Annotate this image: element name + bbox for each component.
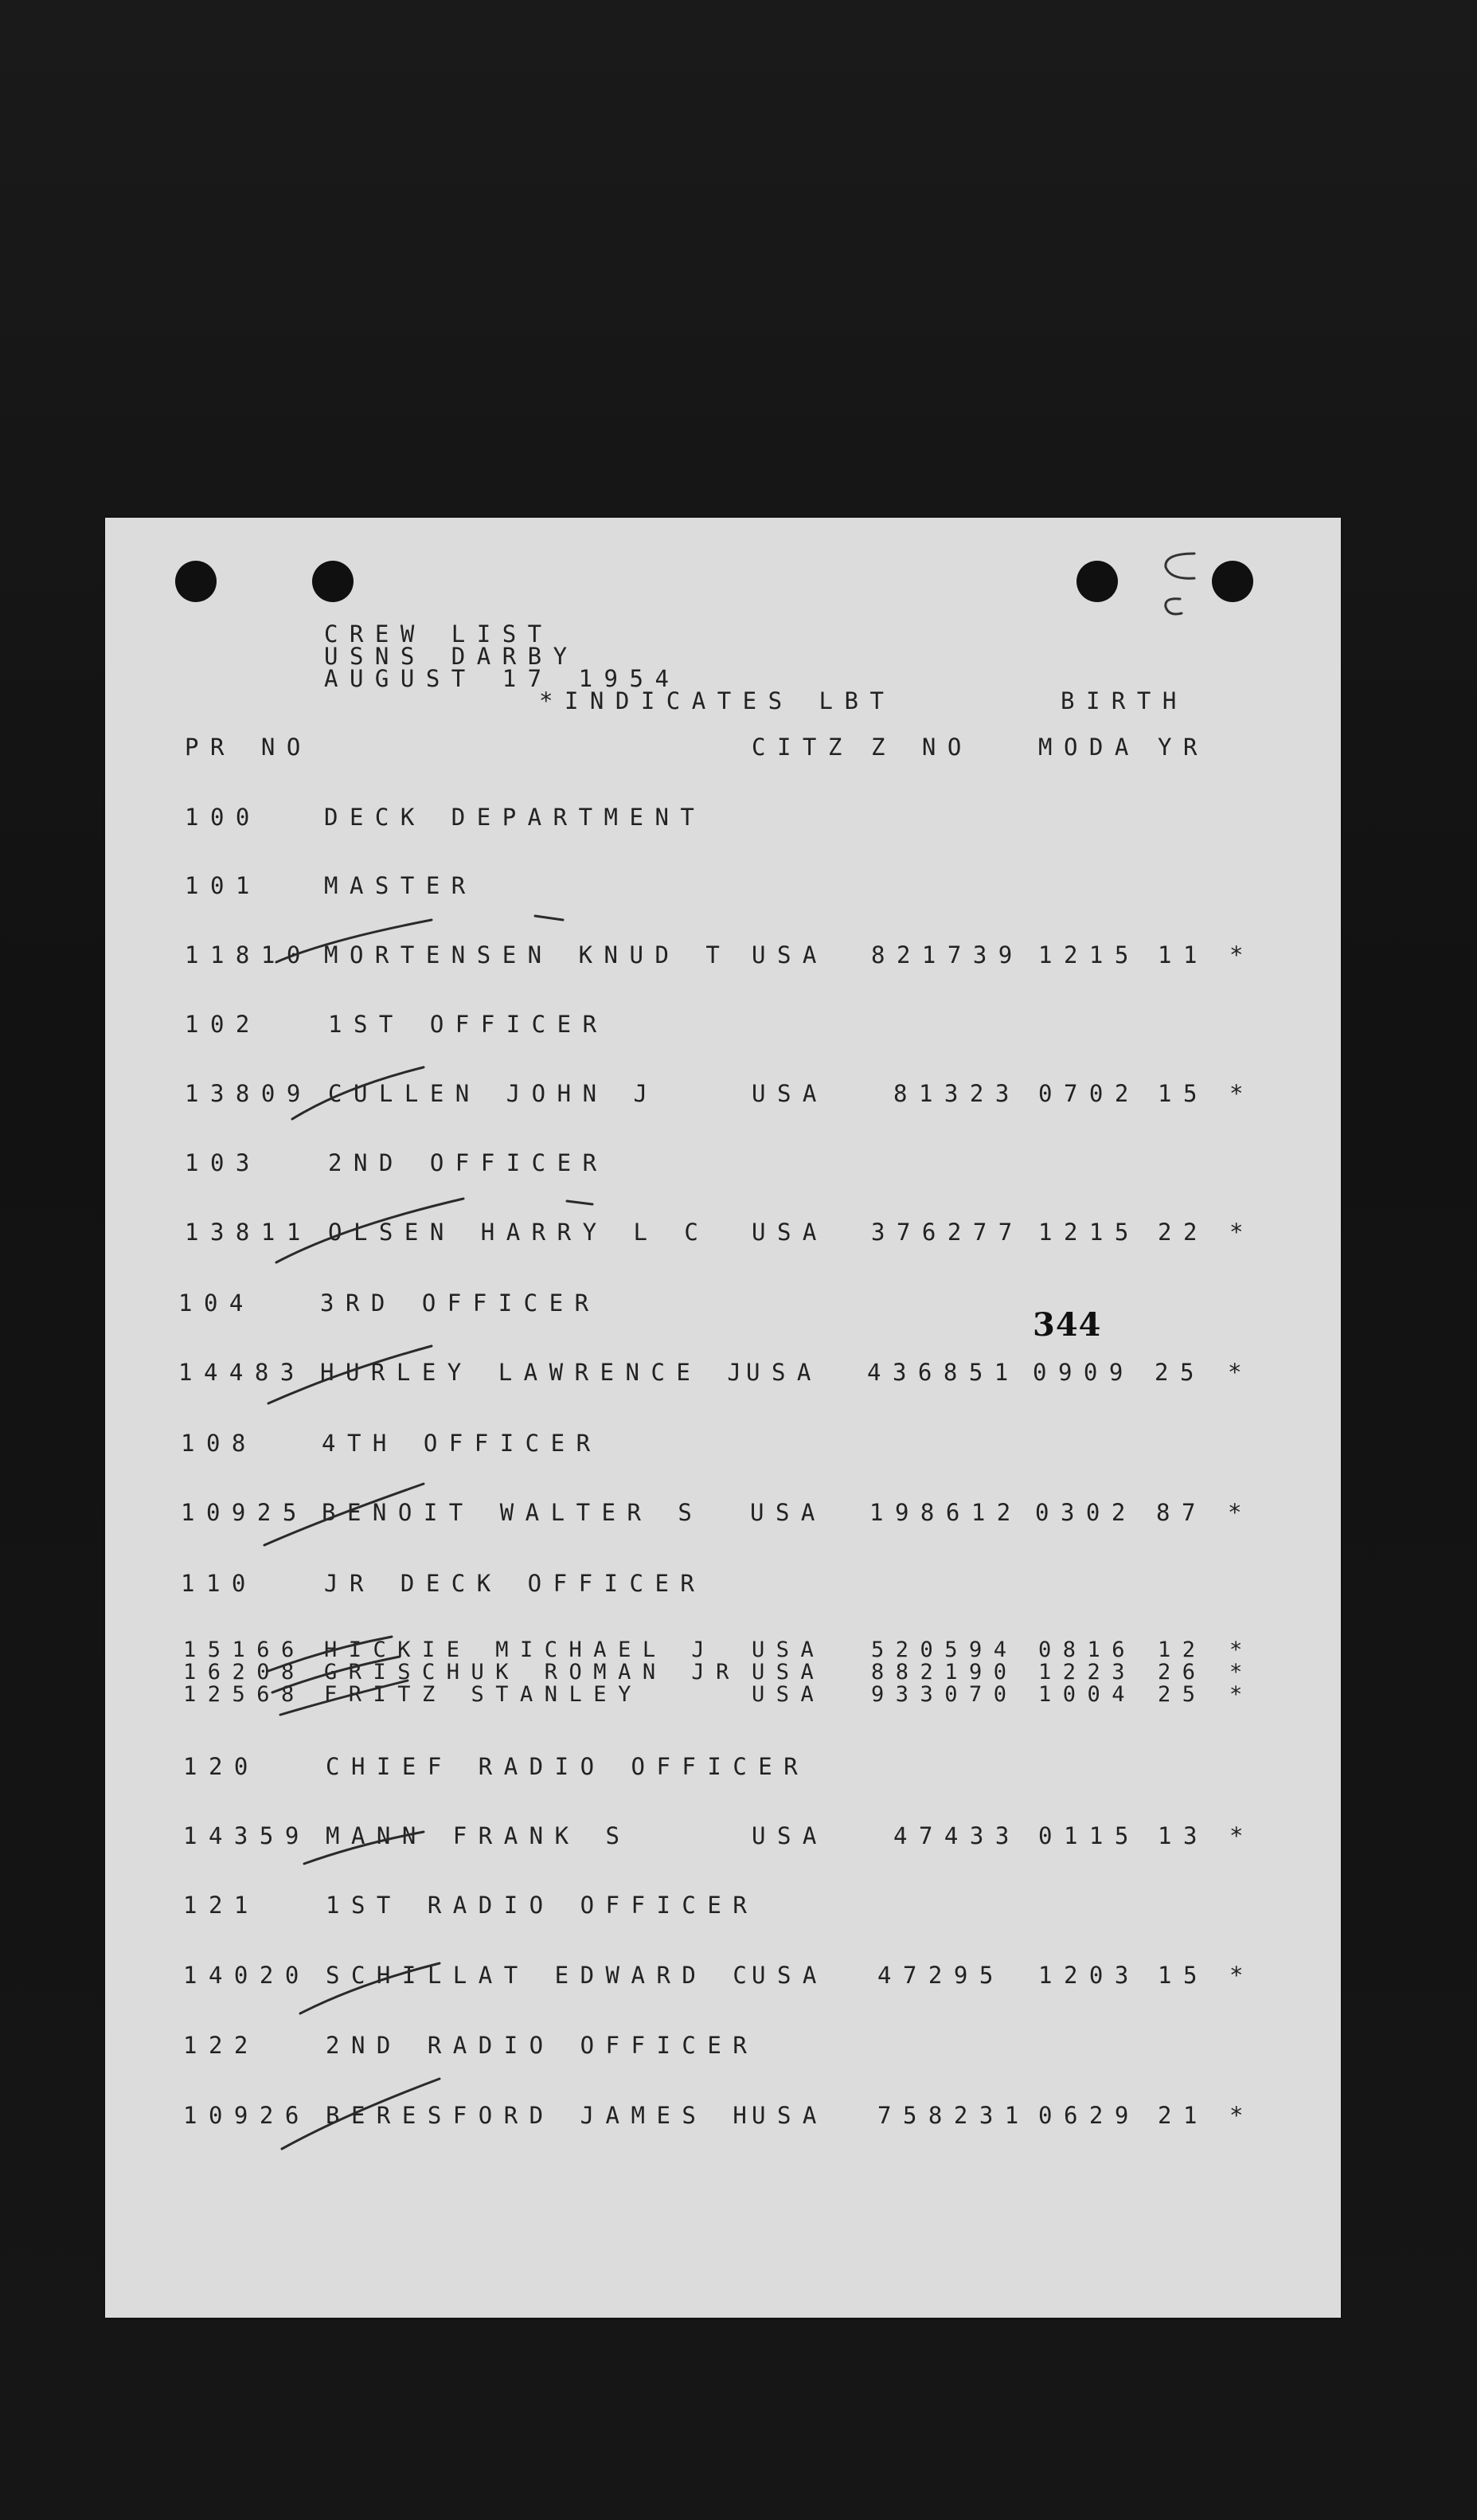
section-code: 102 xyxy=(185,1011,261,1038)
birth-yr: 22 xyxy=(1158,1219,1209,1246)
section-code: 122 xyxy=(183,2032,260,2059)
document-title: CREW LIST xyxy=(324,620,553,648)
birth-yr: 12 xyxy=(1158,1638,1207,1662)
section-code: 108 xyxy=(181,1430,257,1457)
birth-yr: 13 xyxy=(1158,1822,1209,1849)
z-number: 436851 xyxy=(867,1359,1020,1386)
birth-moda: 0909 xyxy=(1033,1359,1135,1386)
section-title: 1ST OFFICER xyxy=(328,1011,608,1038)
citizenship: USA xyxy=(752,1638,826,1662)
department-code: 100 xyxy=(185,804,261,831)
pr-number: 15166 xyxy=(183,1638,306,1662)
section-code: 110 xyxy=(181,1570,257,1597)
z-number: 821739 xyxy=(871,941,1024,968)
crew-name: HICKIE MICHAEL J xyxy=(324,1638,717,1662)
pr-number: 10925 xyxy=(181,1499,308,1526)
crew-name: HURLEY LAWRENCE J xyxy=(320,1359,753,1386)
lbt-mark: * xyxy=(1229,2102,1255,2129)
crew-name: MORTENSEN KNUD T xyxy=(324,941,732,968)
citizenship: USA xyxy=(752,2102,828,2129)
citizenship: USA xyxy=(752,941,828,968)
lbt-mark: * xyxy=(1229,1822,1255,1849)
section-code: 121 xyxy=(183,1892,260,1919)
crew-name: OLSEN HARRY L C xyxy=(328,1219,710,1246)
section-title: 2ND RADIO OFFICER xyxy=(326,2032,759,2059)
section-title: 4TH OFFICER xyxy=(322,1430,602,1457)
birth-moda: 0302 xyxy=(1035,1499,1137,1526)
page-number-stamp: 344 xyxy=(1033,1306,1102,1344)
birth-moda: 0115 xyxy=(1038,1822,1140,1849)
section-code: 101 xyxy=(185,872,261,899)
birth-yr: 25 xyxy=(1155,1359,1205,1386)
pr-number: 14020 xyxy=(183,1962,311,1989)
section-title: 3RD OFFICER xyxy=(320,1289,600,1317)
crew-name: BENOIT WALTER S xyxy=(322,1499,704,1526)
z-number: 198612 xyxy=(869,1499,1022,1526)
z-number: 47433 xyxy=(893,1822,1021,1849)
z-number: 882190 xyxy=(871,1660,1018,1685)
birth-moda: 1004 xyxy=(1038,1682,1137,1707)
col-yr: YR xyxy=(1158,734,1209,761)
department-name: DECK DEPARTMENT xyxy=(324,804,706,831)
citizenship: USA xyxy=(752,1660,826,1685)
birth-yr: 11 xyxy=(1158,941,1209,968)
vessel-name: USNS DARBY xyxy=(324,643,579,670)
citizenship: USA xyxy=(752,1682,826,1707)
crew-name: CULLEN JOHN J xyxy=(328,1080,659,1107)
lbt-mark: * xyxy=(1228,1499,1253,1526)
birth-yr: 21 xyxy=(1158,2102,1209,2129)
list-date: AUGUST 17 1954 xyxy=(324,665,681,692)
birth-moda: 0816 xyxy=(1038,1638,1137,1662)
col-z-no: Z NO xyxy=(871,734,973,761)
lbt-mark: * xyxy=(1229,1962,1255,1989)
birth-heading: BIRTH xyxy=(1061,687,1188,714)
citizenship: USA xyxy=(752,1219,828,1246)
lbt-mark: * xyxy=(1229,1682,1254,1707)
birth-moda: 0702 xyxy=(1038,1080,1140,1107)
z-number: 81323 xyxy=(893,1080,1021,1107)
section-code: 120 xyxy=(183,1753,260,1780)
lbt-mark: * xyxy=(1228,1359,1253,1386)
citizenship: USA xyxy=(752,1962,828,1989)
citizenship: USA xyxy=(752,1822,828,1849)
birth-moda: 1203 xyxy=(1038,1962,1140,1989)
section-title: 2ND OFFICER xyxy=(328,1149,608,1176)
lbt-mark: * xyxy=(1229,941,1255,968)
z-number: 376277 xyxy=(871,1219,1024,1246)
birth-moda: 1215 xyxy=(1038,941,1140,968)
handwritten-letter-c xyxy=(1166,554,1194,578)
col-citz: CITZ xyxy=(752,734,854,761)
birth-moda: 1215 xyxy=(1038,1219,1140,1246)
z-number: 758231 xyxy=(877,2102,1030,2129)
z-number: 933070 xyxy=(871,1682,1018,1707)
pr-number: 10926 xyxy=(183,2102,311,2129)
crew-name: SCHILLAT EDWARD C xyxy=(326,1962,759,1989)
z-number: 47295 xyxy=(877,1962,1005,1989)
birth-yr: 15 xyxy=(1158,1962,1209,1989)
crew-name: MANN FRANK S xyxy=(326,1822,631,1849)
citizenship: USA xyxy=(750,1499,826,1526)
section-code: 103 xyxy=(185,1149,261,1176)
section-code: 104 xyxy=(178,1289,255,1317)
section-title: JR DECK OFFICER xyxy=(324,1570,706,1597)
birth-yr: 25 xyxy=(1158,1682,1207,1707)
lbt-mark: * xyxy=(1229,1638,1254,1662)
col-pr-no: PR NO xyxy=(185,734,312,761)
section-title: 1ST RADIO OFFICER xyxy=(326,1892,759,1919)
crew-list-page xyxy=(105,518,1341,2318)
handwritten-check-marks xyxy=(105,518,1341,2318)
z-number: 520594 xyxy=(871,1638,1018,1662)
pr-number: 13811 xyxy=(185,1219,312,1246)
col-moda: MODA xyxy=(1038,734,1140,761)
birth-moda: 0629 xyxy=(1038,2102,1140,2129)
birth-yr: 87 xyxy=(1156,1499,1207,1526)
pr-number: 16208 xyxy=(183,1660,306,1685)
birth-yr: 15 xyxy=(1158,1080,1209,1107)
crew-name: FRITZ STANLEY xyxy=(324,1682,643,1707)
lbt-mark: * xyxy=(1229,1660,1254,1685)
pr-number: 14483 xyxy=(178,1359,306,1386)
crew-name: BERESFORD JAMES H xyxy=(326,2102,759,2129)
lbt-legend: *INDICATES LBT xyxy=(539,687,896,714)
lbt-mark: * xyxy=(1229,1219,1255,1246)
section-title: CHIEF RADIO OFFICER xyxy=(326,1753,810,1780)
citizenship: USA xyxy=(746,1359,823,1386)
lbt-mark: * xyxy=(1229,1080,1255,1107)
section-title: MASTER xyxy=(324,872,477,899)
pr-number: 14359 xyxy=(183,1822,311,1849)
birth-yr: 26 xyxy=(1158,1660,1207,1685)
pr-number: 12568 xyxy=(183,1682,306,1707)
pr-number: 13809 xyxy=(185,1080,312,1107)
crew-name: GRISCHUK ROMAN JR xyxy=(324,1660,740,1685)
pr-number: 11810 xyxy=(185,941,312,968)
birth-moda: 1223 xyxy=(1038,1660,1137,1685)
citizenship: USA xyxy=(752,1080,828,1107)
